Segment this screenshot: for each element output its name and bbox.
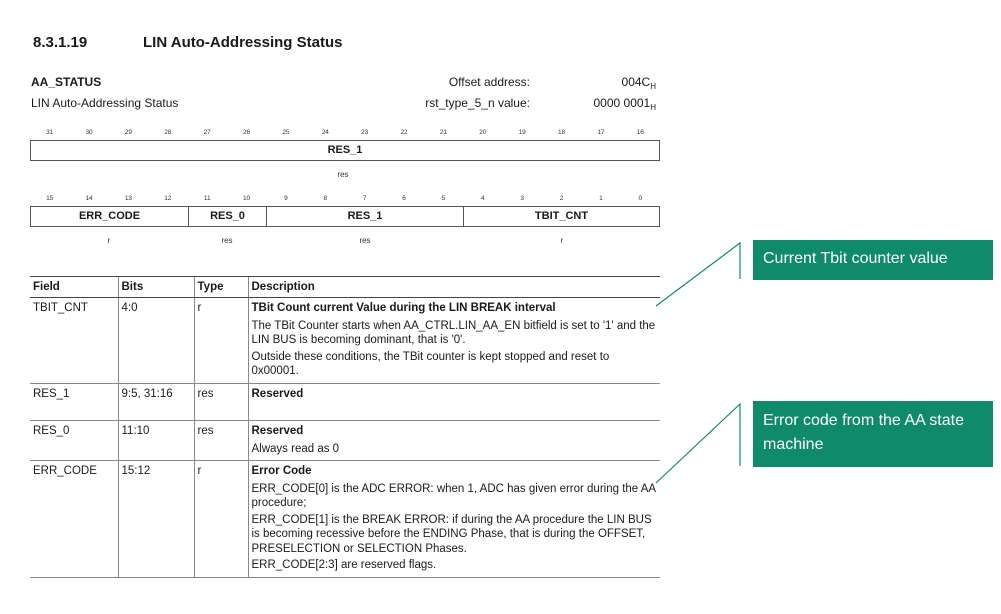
cell-field: ERR_CODE: [30, 461, 118, 578]
register-field-res0: RES_0: [189, 207, 267, 226]
register-field-res1-upper: RES_1: [327, 144, 363, 156]
cell-bits: 9:5, 31:16: [118, 383, 194, 421]
description-title: Reserved: [251, 425, 304, 437]
cell-type: r: [194, 298, 248, 384]
bit-number: 12: [164, 195, 172, 202]
register-name: AA_STATUS: [31, 75, 102, 89]
bit-number: 26: [242, 129, 251, 136]
bit-number: 6: [402, 195, 406, 202]
bit-number: 28: [164, 129, 172, 136]
offset-label: Offset address:: [448, 75, 530, 89]
bit-number: 14: [85, 195, 93, 202]
cell-bits: 15:12: [118, 461, 194, 578]
reset-label: rst_type_5_n value:: [425, 96, 530, 110]
description-title: Reserved: [251, 387, 304, 400]
upper-field-access: res: [337, 170, 349, 179]
register-field-tbit-cnt: TBIT_CNT: [534, 210, 589, 222]
offset-value: $004C_H$: [621, 75, 656, 91]
callout-line-err: [656, 404, 740, 483]
bit-number: 19: [518, 129, 526, 136]
cell-field: RES_1: [30, 383, 118, 421]
header-field: Field: [30, 277, 118, 298]
cell-bits: 4:0: [118, 298, 194, 384]
res0-access: res: [221, 236, 233, 245]
bit-number: 16: [636, 129, 644, 136]
cell-bits: 11:10: [118, 421, 194, 461]
bit-number: 11: [203, 195, 211, 202]
bit-number: 24: [321, 129, 329, 136]
bit-number: 29: [124, 129, 133, 136]
section-number: 8.3.1.19: [33, 34, 88, 51]
description-title: Error Code: [251, 465, 312, 477]
bit-number: 9: [284, 195, 288, 202]
register-field-err-code: ERR_CODE: [31, 207, 189, 226]
bit-number: 20: [479, 129, 487, 136]
description-title: TBit Count current Value during the LIN BREAK interval: [251, 302, 556, 314]
register-description: LIN Auto-Addressing Status: [31, 96, 179, 110]
description-text: ERR_CODE[1] is the BREAK ERROR: if during the AA procedure the LIN BUS is becoming recessive before the ENDING Phase, that is during the OFFSET, PRESELECTION or SELECTION Phases.: [251, 513, 652, 555]
bit-number: 30: [85, 129, 93, 136]
header-description: Description: [248, 277, 660, 298]
bit-number: 4: [481, 195, 485, 202]
bit-number: 22: [400, 129, 408, 136]
cell-type: res: [194, 421, 248, 461]
tbit-cnt-access: r: [560, 236, 564, 245]
description-text: Outside these conditions, the TBit counter is kept stopped and reset to 0x00001.: [251, 350, 610, 377]
cell-type: r: [194, 461, 248, 578]
bit-number: 5: [441, 195, 446, 202]
description-text: Always read as 0: [251, 442, 340, 455]
res1-access: res: [359, 236, 371, 245]
bit-number: 0: [638, 195, 643, 202]
bit-number: 8: [323, 195, 328, 202]
bit-number: 2: [559, 195, 564, 202]
bit-number: 21: [439, 129, 448, 136]
cell-field: RES_0: [30, 421, 118, 461]
header-bits: Bits: [118, 277, 194, 298]
register-field-res1-lower: RES_1: [267, 207, 464, 226]
bit-number: 27: [203, 129, 211, 136]
callout-tbit-counter: Current Tbit counter value: [753, 240, 993, 280]
description-text: ERR_CODE[2:3] are reserved flags.: [251, 559, 437, 571]
bit-number: 17: [597, 129, 605, 136]
cell-type: res: [194, 383, 248, 421]
callout-line-tbit: [656, 243, 740, 306]
callout-error-code: Error code from the AA state machine: [753, 401, 993, 467]
bit-number: 3: [520, 195, 524, 202]
reset-value: 0000 $0001_H$: [593, 96, 656, 112]
bit-number: 15: [46, 195, 54, 202]
bit-number: 31: [46, 129, 54, 136]
bit-number: 10: [242, 195, 251, 202]
section-title: LIN Auto-Addressing Status: [143, 34, 343, 51]
err-code-access: r: [107, 236, 111, 245]
bit-number: 1: [599, 195, 603, 202]
bit-number: 18: [557, 129, 566, 136]
bit-number: 23: [361, 129, 369, 136]
bit-number: 25: [282, 129, 290, 136]
description-text: ERR_CODE[0] is the ADC ERROR: when 1, ADC has given error during the AA procedure;: [251, 482, 656, 509]
header-type: Type: [194, 277, 248, 298]
description-text: The TBit Counter starts when AA_CTRL.LIN_AA_EN bitfield is set to '1' and the LIN BUS is becoming dominant, that is '0'.: [251, 319, 656, 346]
bit-number: 13: [124, 195, 133, 202]
cell-field: TBIT_CNT: [30, 298, 118, 384]
bit-number: 7: [362, 195, 367, 202]
